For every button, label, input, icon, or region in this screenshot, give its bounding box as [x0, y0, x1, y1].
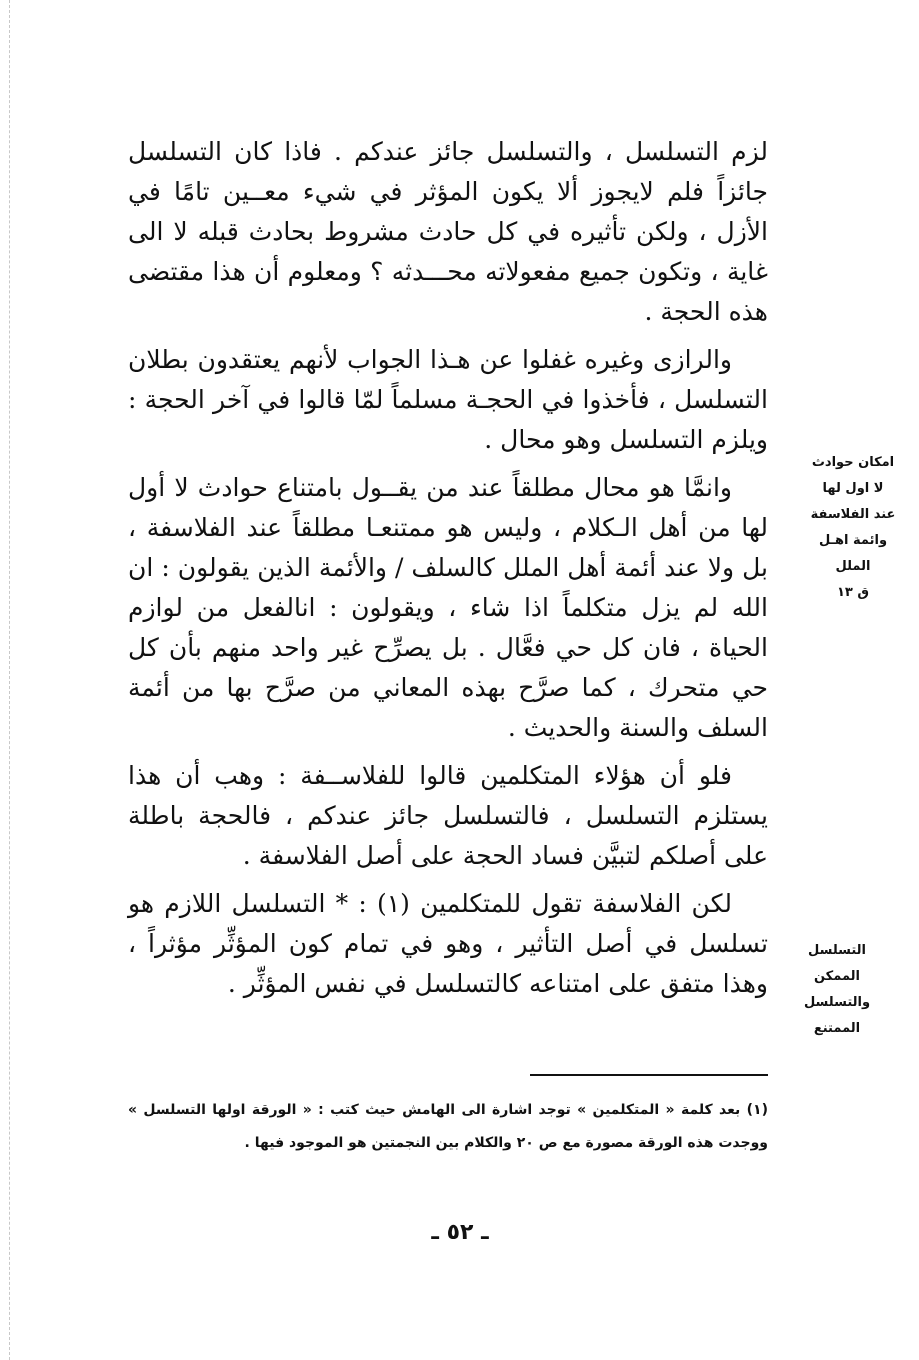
- margin-note-line: الممتنع: [813, 1021, 861, 1036]
- margin-note-line: امكان حوادث: [811, 455, 895, 470]
- margin-note-line: ق ١٣: [836, 585, 870, 600]
- paragraph-gap: [128, 332, 768, 340]
- main-text-block: [128, 132, 768, 1004]
- footnote-separator: [530, 1074, 768, 1076]
- paragraph-gap: [128, 876, 768, 884]
- paragraph-5: لكن الفلاسفة تقول للمتكلمين (١) : * التسلسل اللازم هو تسلسل في أصل التأثير ، وهو في تمام كون المؤثِّر مؤثراً ، وهذا متفق على امتناعه كالتسلسل في نفس المؤثِّر .: [128, 889, 768, 998]
- margin-note-eternal-events: [799, 450, 907, 606]
- footnote: (١) بعد كلمة « المتكلمين » توجد اشارة الى الهامش حيث كتب : « الورقة اولها التسلسل » ووجدت هذه الورقة مصورة مع ص ٢٠ والكلام بين النجمتين هو الموجود فيها .: [128, 1102, 768, 1151]
- paragraph-2: والرازى وغيره غفلوا عن هـذا الجواب لأنهم يعتقدون بطلان التسلسل ، فأخذوا في الحجـة مسلماً لمّا قالوا في آخر الحجة : ويلزم التسلسل وهو محال .: [128, 345, 768, 454]
- margin-note-regress: [797, 938, 877, 1042]
- margin-note-line: التسلسل: [807, 943, 866, 958]
- margin-note-line: عند الفلاسفة: [810, 507, 896, 522]
- paragraph-4: فلو أن هؤلاء المتكلمين قالوا للفلاســفة : وهب أن هذا يستلزم التسلسل ، فالتسلسل جائز عندكم ، فالحجة باطلة على أصلكم لتبيَّن فساد الحجة على أصل الفلاسفة .: [128, 761, 768, 870]
- paragraph-gap: [128, 748, 768, 756]
- scan-edge-line: [9, 0, 10, 1360]
- paragraph-3: وانمَّا هو محال مطلقاً عند من يقــول بامتناع حوادث لا أول لها من أهل الـكلام ، وليس هو ممتنعـا مطلقاً عند الفلاسفة ، بل ولا عند أئمة أهل الملل كالسلف / والأئمة الذين يقولون : ان الله لم يزل متكلماً اذا شاء ، ويقولون : انالفعل من لوازم الحياة ، فان كل حي فعَّال . بل يصرِّح غير واحد منهم بأن كل حي متحرك ، كما صرَّح بهذه المعاني من صرَّح بها من أئمة السلف والسنة والحديث .: [128, 473, 768, 742]
- margin-note-line: الممكن: [813, 969, 861, 984]
- margin-note-line: وائمة اهـل: [818, 533, 888, 548]
- page-number: ـ ٥٢ ـ: [431, 1220, 489, 1245]
- margin-note-line: لا اول لها: [822, 481, 884, 496]
- margin-note-line: والتسلسل: [803, 995, 871, 1010]
- paragraph-1: لزم التسلسل ، والتسلسل جائز عندكم . فاذا كان التسلسل جائزاً فلم لايجوز ألا يكون المؤثر في شيء معــين تامًا في الأزل ، ولكن تأثيره في كل حادث مشروط بحادث قبله لا الى غاية ، وتكون جميع مفعولاته محـــدثه ؟ ومعلوم أن هذا مقتضى هذه الحجة .: [128, 137, 768, 326]
- margin-note-line: الملل: [835, 559, 871, 574]
- paragraph-gap: [128, 460, 768, 468]
